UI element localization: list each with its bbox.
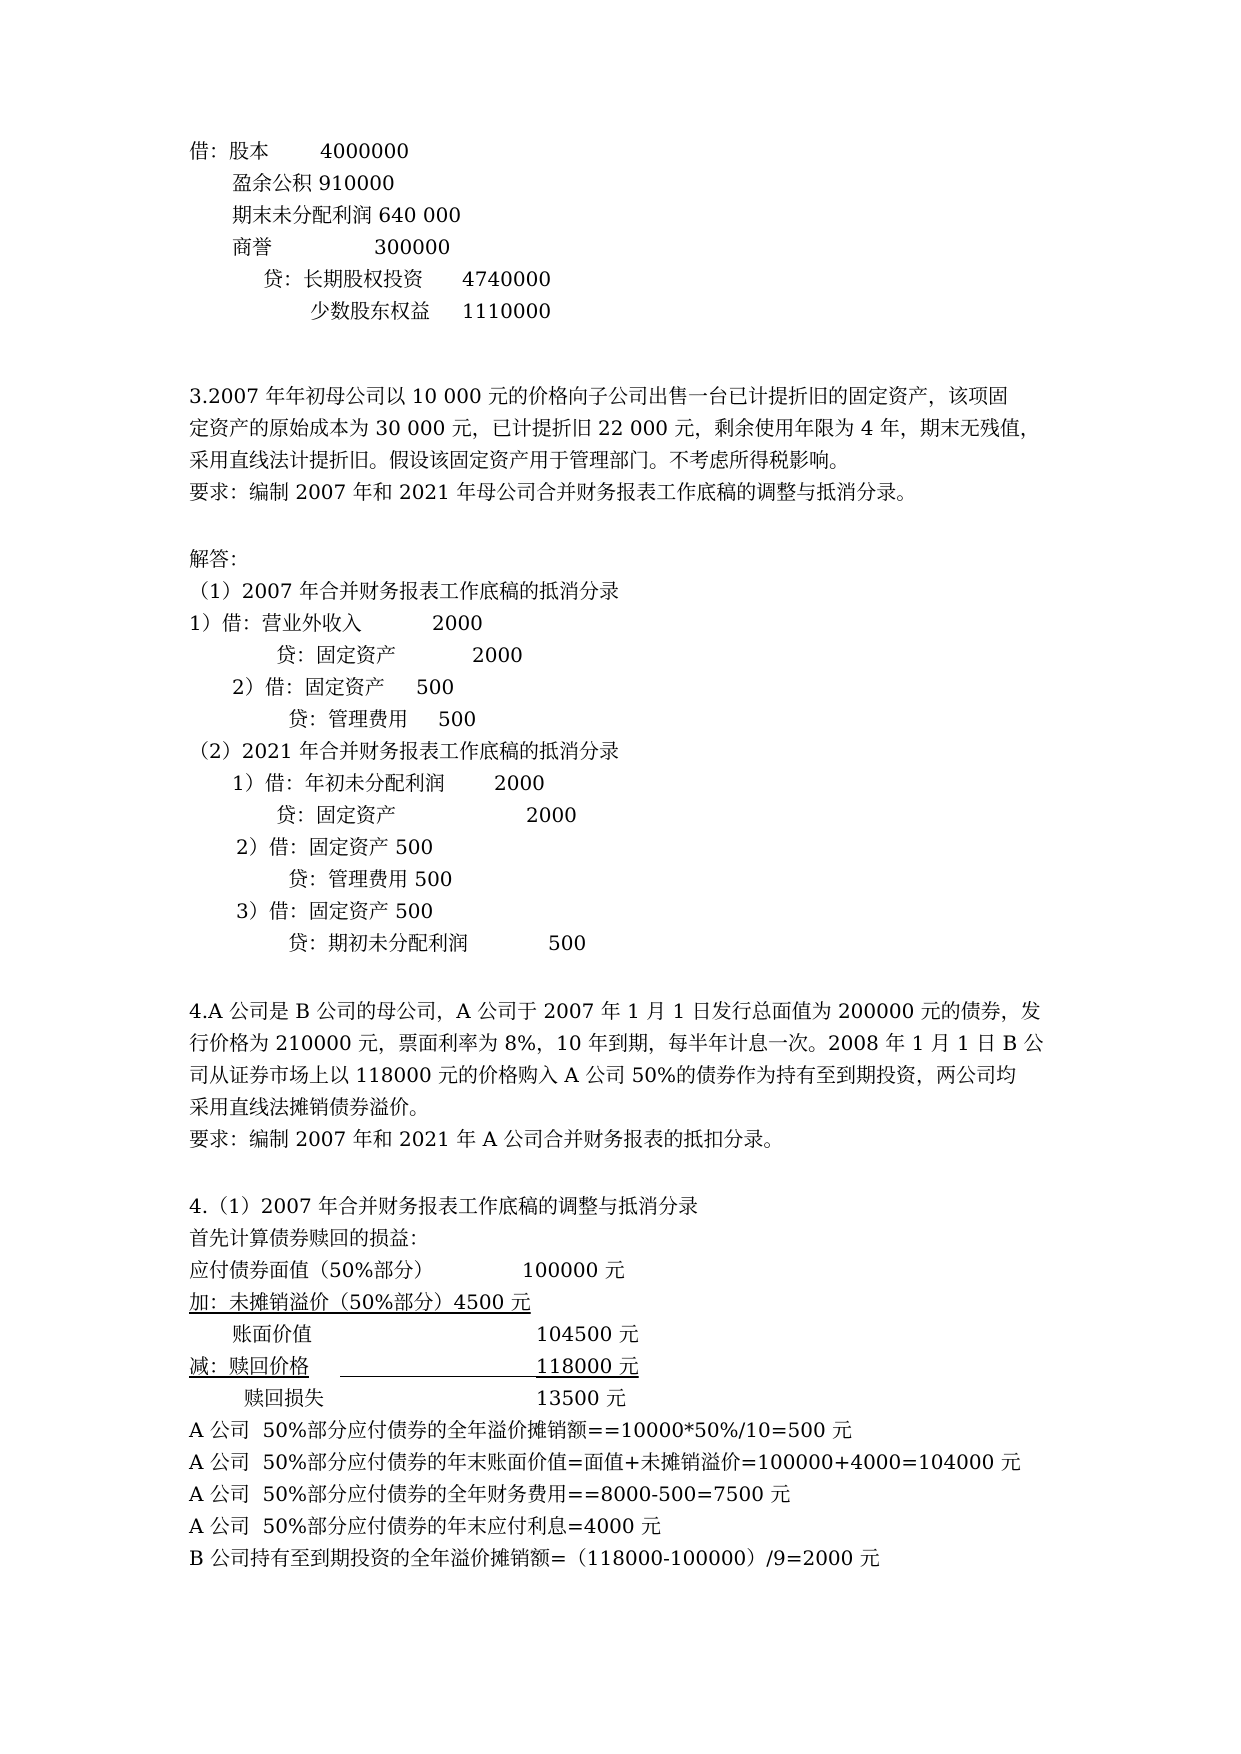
q3-para-line1: 3.2007 年年初母公司以 10 000 元的价格向子公司出售一台已计提折旧的固定资产，该项固	[189, 384, 1009, 408]
ans4-redemption-price: 减：赎回价格	[189, 1354, 309, 1378]
q3-para-line3: 采用直线法计提折旧。假设该固定资产用于管理部门。不考虑所得税影响。	[189, 448, 849, 472]
ans4-book-value-amount: 104500 元	[536, 1322, 639, 1346]
entry1-line5-amount: 4740000	[462, 267, 552, 291]
ans3-section2: （2）2021 年合并财务报表工作底稿的抵消分录	[189, 739, 619, 763]
ans4-face-value-amount: 100000 元	[522, 1258, 625, 1282]
ans3-b6-amount: 500	[548, 931, 587, 955]
ans3-b1: 1）借：年初未分配利润	[232, 771, 445, 795]
q4-para-line2: 行价格为 210000 元，票面利率为 8%，10 年到期，每半年计息一次。2008 年 1 月 1 日 B 公	[189, 1031, 1044, 1055]
ans3-heading: 解答：	[189, 547, 249, 571]
ans4-detail3: A 公司 50%部分应付债券的全年财务费用==8000-500=7500 元	[189, 1482, 791, 1506]
ans4-face-value: 应付债券面值（50%部分）	[189, 1258, 434, 1282]
ans3-a3-amount: 500	[416, 675, 455, 699]
entry1-line6: 少数股东权益	[310, 299, 430, 323]
ans3-a2-amount: 2000	[472, 643, 523, 667]
ans3-a4: 贷：管理费用	[288, 707, 408, 731]
q4-para-line4: 采用直线法摊销债券溢价。	[189, 1095, 429, 1119]
ans4-detail1: A 公司 50%部分应付债券的全年溢价摊销额==10000*50%/10=500 元	[189, 1418, 853, 1442]
ans3-a1-amount: 2000	[432, 611, 483, 635]
q4-para-line1: 4.A 公司是 B 公司的母公司，A 公司于 2007 年 1 月 1 日发行总面值为 200000 元的债券，发	[189, 999, 1041, 1023]
entry1-line4-amount: 300000	[374, 235, 451, 259]
ans4-book-value: 账面价值	[232, 1322, 312, 1346]
ans3-b2: 贷：固定资产	[276, 803, 396, 827]
ans4-redemption-loss: 赎回损失	[244, 1386, 324, 1410]
q4-requirement: 要求：编制 2007 年和 2021 年 A 公司合并财务报表的抵扣分录。	[189, 1127, 784, 1151]
ans4-section1: 4.（1）2007 年合并财务报表工作底稿的调整与抵消分录	[189, 1194, 699, 1218]
ans3-b6: 贷：期初未分配利润	[288, 931, 468, 955]
ans3-a2: 贷：固定资产	[276, 643, 396, 667]
entry1-line4: 商誉	[232, 235, 272, 259]
ans4-redemption-price-amount: 118000 元	[536, 1354, 639, 1378]
entry1-line1: 借：股本	[189, 139, 269, 163]
ans3-a4-amount: 500	[438, 707, 477, 731]
entry1-line3: 期末未分配利润 640 000	[232, 203, 462, 227]
ans3-section1: （1）2007 年合并财务报表工作底稿的抵消分录	[189, 579, 619, 603]
ans4-unamortized-premium: 加：未摊销溢价（50%部分）4500 元	[189, 1290, 531, 1314]
ans4-detail2: A 公司 50%部分应付债券的年末账面价值=面值+未摊销溢价=100000+4000=104000 元	[189, 1450, 1021, 1474]
ans4-calc-intro: 首先计算债券赎回的损益：	[189, 1226, 429, 1250]
ans3-b4: 贷：管理费用 500	[288, 867, 453, 891]
ans4-redemption-loss-amount: 13500 元	[536, 1386, 626, 1410]
ans3-a1: 1）借：营业外收入	[189, 611, 362, 635]
q4-para-line3: 司从证券市场上以 118000 元的价格购入 A 公司 50%的债券作为持有至到期投资，两公司均	[189, 1063, 1017, 1087]
ans4-detail5: B 公司持有至到期投资的全年溢价摊销额=（118000-100000）/9=2000 元	[189, 1546, 880, 1570]
entry1-line6-amount: 1110000	[462, 299, 552, 323]
ans4-detail4: A 公司 50%部分应付债券的年末应付利息=4000 元	[189, 1514, 661, 1538]
underline-rule	[340, 1376, 536, 1377]
entry1-line2: 盈余公积 910000	[232, 171, 395, 195]
q3-requirement: 要求：编制 2007 年和 2021 年母公司合并财务报表工作底稿的调整与抵消分录。	[189, 480, 917, 504]
ans3-b2-amount: 2000	[526, 803, 577, 827]
ans3-a3: 2）借：固定资产	[232, 675, 385, 699]
ans3-b1-amount: 2000	[494, 771, 545, 795]
entry1-line1-amount: 4000000	[320, 139, 410, 163]
q3-para-line2: 定资产的原始成本为 30 000 元，已计提折旧 22 000 元，剩余使用年限为 4 年，期末无残值，	[189, 416, 1040, 440]
ans3-b5: 3）借：固定资产 500	[236, 899, 434, 923]
ans3-b3: 2）借：固定资产 500	[236, 835, 434, 859]
entry1-line5: 贷：长期股权投资	[263, 267, 423, 291]
